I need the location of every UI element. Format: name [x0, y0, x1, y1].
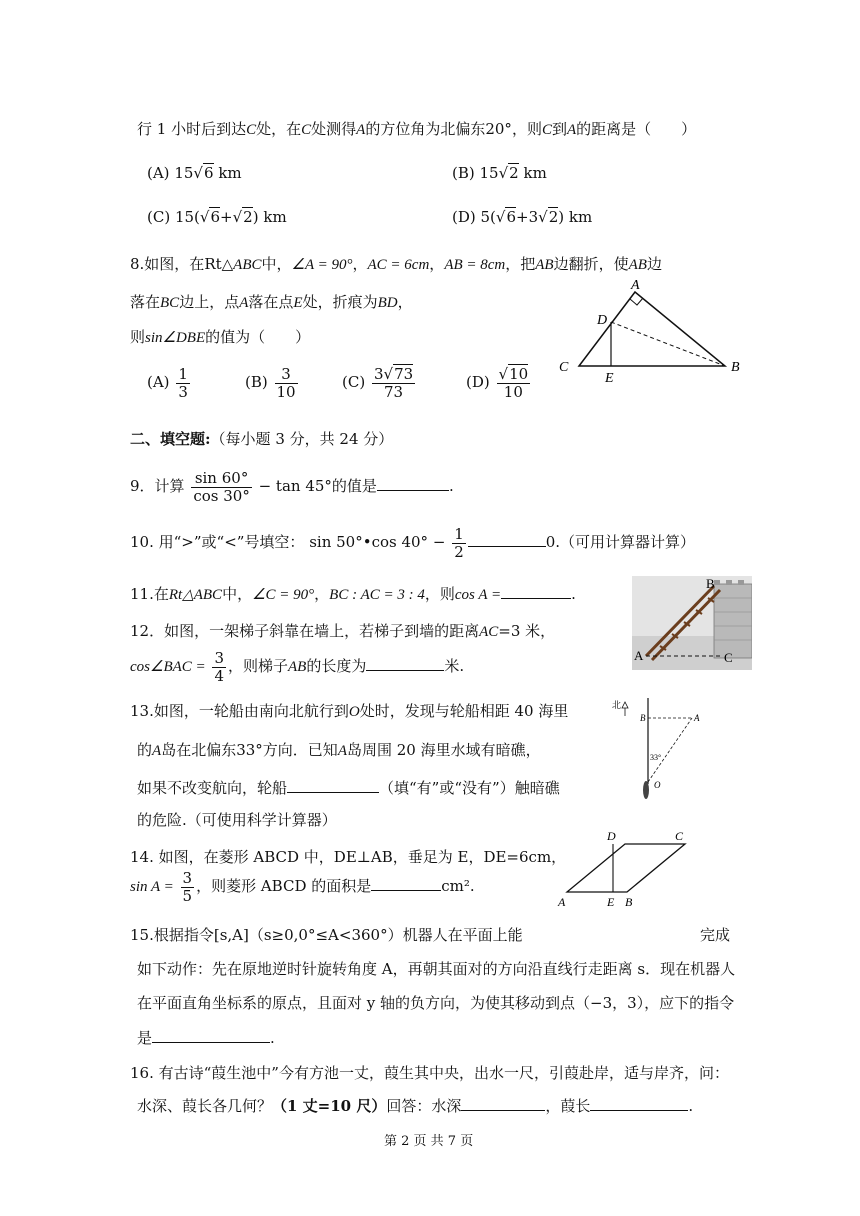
q7-option-a: (A) 15√6 km [147, 164, 242, 182]
answer-blank[interactable] [366, 654, 444, 671]
q8-option-c: (C) $\frac{3√73}{73}$ [342, 365, 414, 401]
fig-label-c: C [724, 650, 733, 665]
q8-triangle-figure [555, 276, 755, 386]
ship-icon [643, 781, 649, 799]
fig-label-a: A [634, 648, 644, 663]
q12-line-2: cos∠BAC = $\frac{3}{4}$ ，则梯子AB的长度为 米. [130, 649, 465, 685]
fraction: $\frac{3}{4}$ [214, 649, 224, 685]
q8-line-3: 则sin∠DBE的值为（ ） [130, 328, 311, 346]
q15-line-1a: 15.根据指令[s,A]（s≥0,0°≤A<360°）机器人在平面上能 [130, 926, 523, 944]
fig-angle: 33° [650, 753, 662, 762]
q7-option-d: (D) 5(√6+3√2) km [452, 208, 593, 226]
q14-rhombus-figure [555, 826, 700, 908]
fig-label-c: C [559, 360, 569, 375]
answer-blank[interactable] [590, 1094, 688, 1111]
q8-line-2: 落在BC边上，点A落在点E处，折痕为BD， [130, 293, 413, 311]
fig-label-e: E [605, 371, 614, 386]
q8-line-1: 8.如图，在Rt△ABC中，∠A = 90°，AC = 6cm，AB = 8cm，把AB边翻折，使AB边 [130, 255, 662, 273]
fig-label-b: B [731, 360, 740, 375]
q15-line-2: 如下动作：先在原地逆时针旋转角度 A，再朝其面对的方向沿直线行走距离 s．现在机器人 [137, 960, 736, 978]
fig-label-b: B [706, 576, 715, 591]
fraction: $\frac{1}{2}$ [454, 525, 464, 561]
answer-blank[interactable] [468, 530, 546, 547]
fig-label-a: A [631, 278, 640, 293]
fraction: $\frac{3}{5}$ [182, 869, 193, 905]
fig-label-b: B [625, 895, 633, 908]
q13-line-3: 如果不改变航向，轮船 （填“有”或“没有”）触暗礁 [137, 776, 560, 798]
fig-label-d: D [607, 829, 616, 843]
q12-ladder-figure [632, 576, 752, 670]
q8-option-b: (B) $\frac{3}{10}$ [245, 365, 296, 401]
fig-label-o: O [654, 780, 661, 790]
fig-label-e: E [607, 895, 615, 908]
answer-blank[interactable] [371, 874, 441, 891]
q13-line-2: 的A岛在北偏东33°方向．已知A岛周围 20 海里水域有暗礁， [137, 741, 541, 759]
q10: 10. 用“>”或“<”号填空： sin 50°•cos 40° − $\frac{1}{2}$ 0.（可用计算器计算） [130, 525, 696, 561]
fraction: $\frac{3}{10}$ [276, 365, 296, 401]
q13-line-4: 的危险.（可使用科学计算器） [137, 811, 337, 829]
q15-line-4: 是 . [137, 1026, 275, 1048]
fig-label-a: A [558, 895, 566, 908]
fraction: $\frac{3√73}{73}$ [373, 365, 414, 401]
q15-line-1b: 完成 [700, 926, 731, 944]
fig-label-c: C [675, 829, 684, 843]
page-footer: 第 2 页 共 7 页 [384, 1134, 474, 1149]
fraction: $\frac{\sin 60^\circ}{\cos 30^\circ}$ [193, 469, 250, 505]
fig-label-a: A [694, 713, 700, 723]
q13-bearing-figure [610, 694, 710, 806]
q12-line-1: 12．如图，一架梯子斜靠在墙上，若梯子到墙的距离AC=3 米， [130, 622, 556, 640]
q11: 11.在Rt△ABC中，∠C = 90°，BC : AC = 3 : 4，则cos A = . [130, 582, 576, 604]
q16-line-2: 水深、葭长各几何？（1 丈=10 尺）回答：水深 ，葭长 . [137, 1094, 693, 1116]
fraction: $\frac{1}{3}$ [178, 365, 188, 401]
q8-option-a: (A) $\frac{1}{3}$ [147, 365, 188, 401]
fig-label-north: 北 [612, 700, 622, 710]
answer-blank[interactable] [152, 1026, 270, 1043]
fig-label-d: D [597, 313, 608, 328]
q14-line-2: sin A = $\frac{3}{5}$ ，则菱形 ABCD 的面积是 cm². [130, 869, 475, 905]
q7-continuation-line: 行 1 小时后到达C处，在C处测得A的方位角为北偏东20°，则C到A的距离是（ ） [137, 120, 697, 138]
q13-line-1: 13.如图，一轮船由南向北航行到O处时，发现与轮船相距 40 海里 [130, 702, 569, 720]
q7-option-c: (C) 15(√6+√2) km [147, 208, 287, 226]
fig-label-b: B [640, 713, 646, 723]
answer-blank[interactable] [287, 776, 379, 793]
fraction: $\frac{√10}{10}$ [498, 365, 529, 401]
q7-option-b: (B) 15√2 km [452, 164, 547, 182]
q15-line-3: 在平面直角坐标系的原点，且面对 y 轴的负方向，为使其移动到点（−3，3），应下的指令 [137, 994, 735, 1012]
q14-line-1: 14. 如图，在菱形 ABCD 中，DE⊥AB，垂足为 E，DE=6cm， [130, 848, 567, 866]
answer-blank[interactable] [377, 474, 449, 491]
answer-blank[interactable] [501, 582, 571, 599]
section-2-heading: 二、填空题:（每小题 3 分，共 24 分） [130, 430, 394, 448]
q9: 9．计算 $\frac{\sin 60^\circ}{\cos 30^\circ}$ − tan 45°的值是 . [130, 469, 454, 505]
q16-line-1: 16. 有古诗“葭生池中”今有方池一丈，葭生其中央，出水一尺，引葭赴岸，适与岸齐，问： [130, 1064, 729, 1082]
q8-option-d: (D) $\frac{√10}{10}$ [466, 365, 529, 401]
answer-blank[interactable] [461, 1094, 545, 1111]
